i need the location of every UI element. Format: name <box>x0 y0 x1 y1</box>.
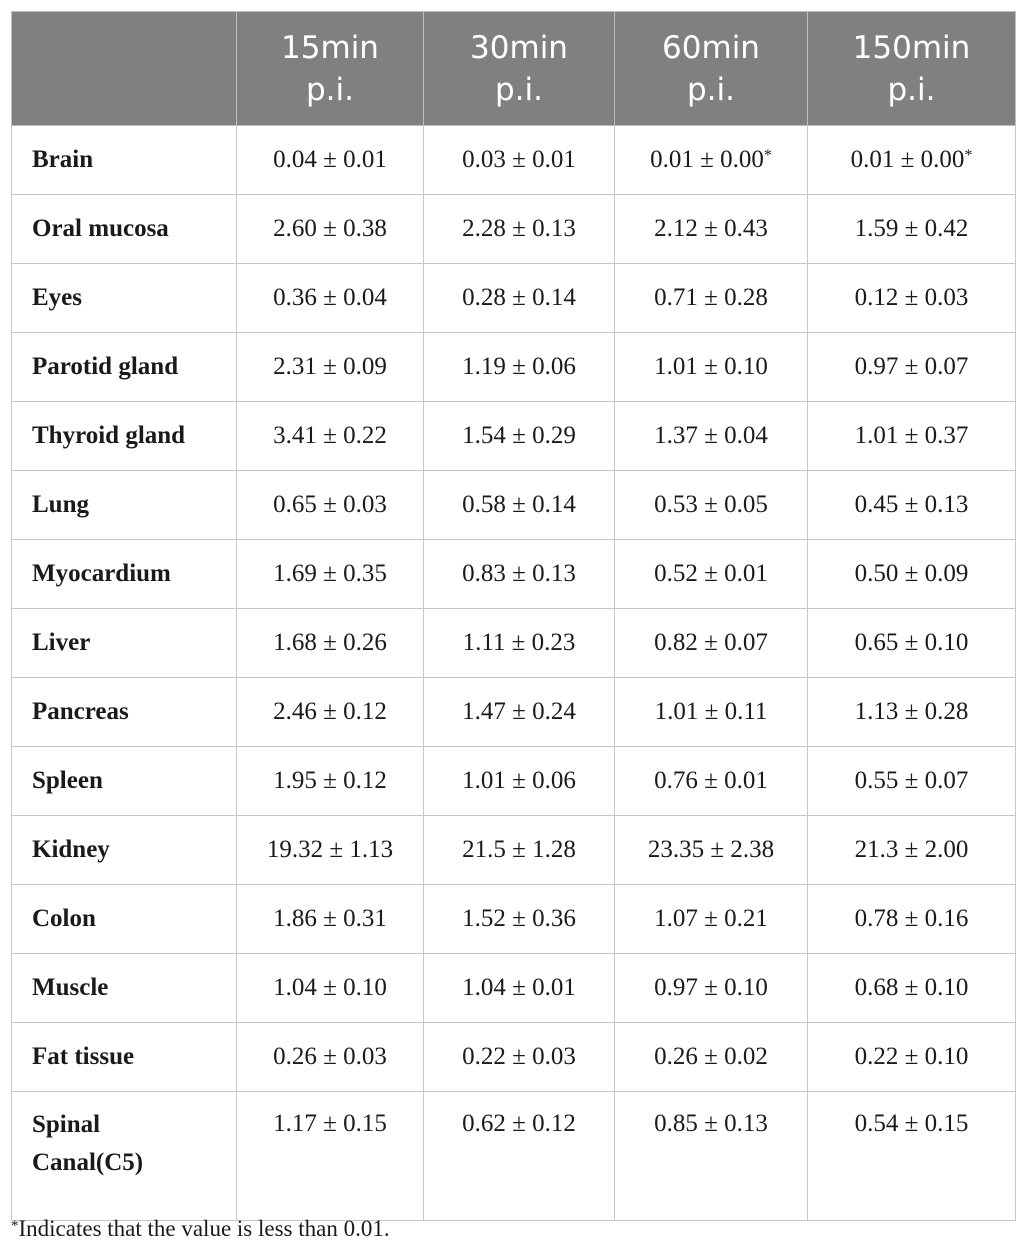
organ-label-line: Spinal <box>32 1111 101 1138</box>
header-time: 150min <box>852 29 971 66</box>
value-cell: 1.01 ± 0.11 <box>615 678 808 747</box>
value-cell: 0.68 ± 0.10 <box>808 954 1016 1023</box>
value-cell: 0.76 ± 0.01 <box>615 747 808 816</box>
value-cell: 0.97 ± 0.07 <box>808 333 1016 402</box>
value-cell: 1.68 ± 0.26 <box>237 609 424 678</box>
value-cell: 0.54 ± 0.15 <box>808 1092 1016 1221</box>
header-time: 30min <box>470 29 568 66</box>
header-30min <box>424 12 615 126</box>
value-cell: 0.62 ± 0.12 <box>424 1092 615 1221</box>
value-cell: 1.59 ± 0.42 <box>808 195 1016 264</box>
table-row-myocardium <box>12 540 1016 609</box>
table-row-oral-mucosa <box>12 195 1016 264</box>
value-cell <box>615 126 808 195</box>
organ-label: Parotid gland <box>12 333 237 402</box>
header-15min <box>237 12 424 126</box>
table-row-fat-tissue <box>12 1023 1016 1092</box>
value-cell: 0.45 ± 0.13 <box>808 471 1016 540</box>
value-cell <box>808 126 1016 195</box>
value-cell: 0.71 ± 0.28 <box>615 264 808 333</box>
value-cell: 0.85 ± 0.13 <box>615 1092 808 1221</box>
value-cell: 19.32 ± 1.13 <box>237 816 424 885</box>
value-cell: 1.52 ± 0.36 <box>424 885 615 954</box>
table-footnote <box>11 1216 390 1242</box>
organ-label: Spleen <box>12 747 237 816</box>
footnote-marker: * <box>763 147 772 164</box>
value-cell: 1.13 ± 0.28 <box>808 678 1016 747</box>
organ-label: Thyroid gland <box>12 402 237 471</box>
value-cell: 0.52 ± 0.01 <box>615 540 808 609</box>
value-cell: 1.54 ± 0.29 <box>424 402 615 471</box>
table-row-thyroid-gland <box>12 402 1016 471</box>
table-row-lung <box>12 471 1016 540</box>
table-row-kidney <box>12 816 1016 885</box>
organ-label: Eyes <box>12 264 237 333</box>
value-cell: 21.3 ± 2.00 <box>808 816 1016 885</box>
value-cell: 3.41 ± 0.22 <box>237 402 424 471</box>
value-cell: 1.01 ± 0.37 <box>808 402 1016 471</box>
value-cell: 2.12 ± 0.43 <box>615 195 808 264</box>
value-cell: 1.04 ± 0.01 <box>424 954 615 1023</box>
value-cell: 1.11 ± 0.23 <box>424 609 615 678</box>
value-cell: 0.55 ± 0.07 <box>808 747 1016 816</box>
organ-label: Oral mucosa <box>12 195 237 264</box>
value-cell: 0.65 ± 0.03 <box>237 471 424 540</box>
header-pi: p.i. <box>887 71 936 108</box>
header-time: 60min <box>662 29 760 66</box>
value-cell: 2.46 ± 0.12 <box>237 678 424 747</box>
value-cell: 1.01 ± 0.06 <box>424 747 615 816</box>
header-pi: p.i. <box>495 71 543 108</box>
value-cell: 1.04 ± 0.10 <box>237 954 424 1023</box>
header-60min <box>615 12 808 126</box>
value-cell: 0.65 ± 0.10 <box>808 609 1016 678</box>
value-cell: 0.26 ± 0.03 <box>237 1023 424 1092</box>
value-cell: 2.31 ± 0.09 <box>237 333 424 402</box>
organ-label: Kidney <box>12 816 237 885</box>
value-cell: 0.22 ± 0.10 <box>808 1023 1016 1092</box>
organ-label-line: Canal(C5) <box>32 1149 144 1176</box>
value-cell: 1.47 ± 0.24 <box>424 678 615 747</box>
value-cell: 1.01 ± 0.10 <box>615 333 808 402</box>
value-cell: 0.78 ± 0.16 <box>808 885 1016 954</box>
value-cell: 0.28 ± 0.14 <box>424 264 615 333</box>
value-cell: 0.58 ± 0.14 <box>424 471 615 540</box>
table-row-colon <box>12 885 1016 954</box>
value-cell: 0.83 ± 0.13 <box>424 540 615 609</box>
value-cell: 0.26 ± 0.02 <box>615 1023 808 1092</box>
value-cell: 1.07 ± 0.21 <box>615 885 808 954</box>
header-pi: p.i. <box>306 71 354 108</box>
organ-label: Pancreas <box>12 678 237 747</box>
value-cell: 1.86 ± 0.31 <box>237 885 424 954</box>
value-cell: 2.60 ± 0.38 <box>237 195 424 264</box>
value-cell: 0.12 ± 0.03 <box>808 264 1016 333</box>
table-row-pancreas <box>12 678 1016 747</box>
organ-label: Fat tissue <box>12 1023 237 1092</box>
value-cell: 23.35 ± 2.38 <box>615 816 808 885</box>
organ-label: Brain <box>12 126 237 195</box>
value-text: 0.01 ± 0.00 <box>850 146 965 173</box>
value-cell: 1.17 ± 0.15 <box>237 1092 424 1221</box>
biodistribution-table <box>11 11 1016 1221</box>
table-row-spinal-canal <box>12 1092 1016 1221</box>
value-cell: 0.04 ± 0.01 <box>237 126 424 195</box>
value-cell: 0.53 ± 0.05 <box>615 471 808 540</box>
table-row-brain <box>12 126 1016 195</box>
value-cell: 1.69 ± 0.35 <box>237 540 424 609</box>
organ-label <box>12 1092 237 1221</box>
value-cell: 0.36 ± 0.04 <box>237 264 424 333</box>
value-text: 0.01 ± 0.00 <box>650 146 764 173</box>
organ-label: Liver <box>12 609 237 678</box>
value-cell: 0.50 ± 0.09 <box>808 540 1016 609</box>
header-pi: p.i. <box>687 71 735 108</box>
value-cell: 21.5 ± 1.28 <box>424 816 615 885</box>
value-cell: 0.97 ± 0.10 <box>615 954 808 1023</box>
header-time: 15min <box>281 29 379 66</box>
header-row <box>12 12 1016 126</box>
value-cell: 0.03 ± 0.01 <box>424 126 615 195</box>
footnote-marker: * <box>11 1218 19 1234</box>
value-cell: 1.19 ± 0.06 <box>424 333 615 402</box>
table-row-parotid-gland <box>12 333 1016 402</box>
table-row-liver <box>12 609 1016 678</box>
organ-label: Colon <box>12 885 237 954</box>
value-cell: 0.82 ± 0.07 <box>615 609 808 678</box>
organ-label: Muscle <box>12 954 237 1023</box>
value-cell: 1.37 ± 0.04 <box>615 402 808 471</box>
table-row-eyes <box>12 264 1016 333</box>
value-cell: 0.22 ± 0.03 <box>424 1023 615 1092</box>
organ-label: Myocardium <box>12 540 237 609</box>
value-cell: 2.28 ± 0.13 <box>424 195 615 264</box>
organ-label: Lung <box>12 471 237 540</box>
footnote-marker: * <box>964 147 973 164</box>
table-row-spleen <box>12 747 1016 816</box>
footnote-text: Indicates that the value is less than 0.01. <box>18 1216 390 1241</box>
header-150min <box>808 12 1016 126</box>
value-cell: 1.95 ± 0.12 <box>237 747 424 816</box>
header-corner-cell <box>12 12 237 126</box>
table-row-muscle <box>12 954 1016 1023</box>
